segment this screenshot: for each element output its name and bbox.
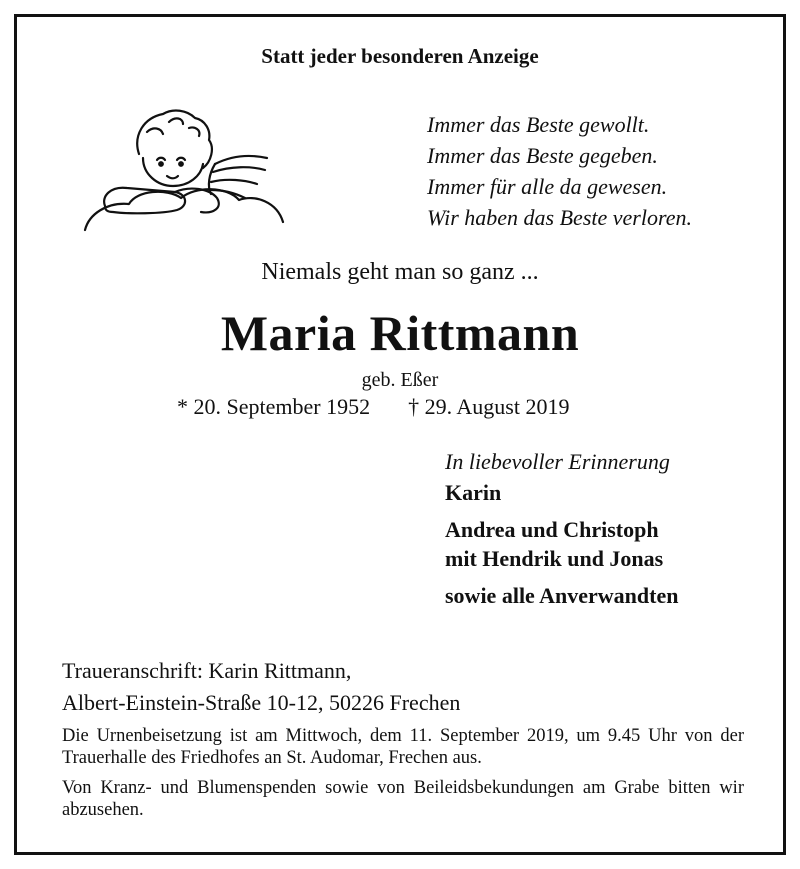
mourning-address: [62, 655, 460, 719]
mourners: [445, 447, 678, 610]
obituary-frame: [14, 14, 786, 855]
mourner-name: mit Hendrik und Jonas: [445, 546, 664, 571]
mourner-name: sowie alle Anverwandten: [445, 583, 679, 608]
poem: [427, 109, 692, 233]
burial-notice: Die Urnenbeisetzung ist am Mittwoch, dem 11. September 2019, um 9.45 Uhr von der Trauerhalle des Friedhofes an St. Audomar, Frechen aus.: [62, 726, 744, 768]
motto: Niemals geht man so ganz ...: [261, 259, 539, 285]
poem-line: Wir haben das Beste verloren.: [427, 205, 692, 230]
flowers-notice: Von Kranz- und Blumenspenden sowie von Beileidsbekundungen am Grabe bitten wir abzusehen.: [62, 778, 744, 820]
poem-line: Immer für alle da gewesen.: [427, 174, 668, 199]
poem-line: Immer das Beste gewollt.: [427, 112, 650, 137]
poem-line: Immer das Beste gegeben.: [427, 143, 658, 168]
mourner-name: Andrea und Christoph: [445, 517, 659, 542]
birth-name: geb. Eßer: [361, 369, 439, 391]
mourners-intro: In liebevoller Erinnerung: [445, 449, 670, 474]
deceased-name: Maria Rittmann: [220, 305, 580, 361]
header-title: Statt jeder besonderen Anzeige: [261, 44, 539, 68]
life-dates: [177, 394, 569, 420]
birth-date: * 20. September 1952: [177, 394, 371, 419]
mourner-name: Karin: [445, 480, 502, 505]
cherub-angel-icon: [77, 102, 307, 252]
address-line: Traueranschrift: Karin Rittmann,: [62, 658, 352, 683]
death-date: † 29. August 2019: [408, 394, 570, 419]
funeral-notice: [62, 725, 744, 829]
address-line: Albert-Einstein-Straße 10-12, 50226 Frechen: [62, 690, 461, 715]
